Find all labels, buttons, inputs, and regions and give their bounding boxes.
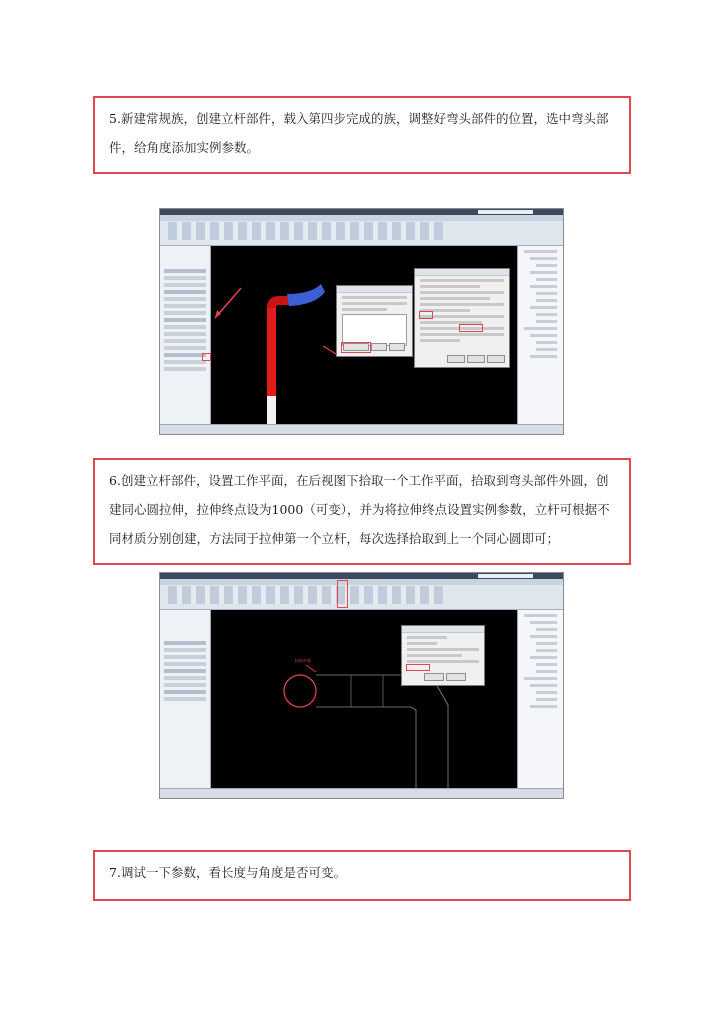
pick-outer-circle-label: 拾取外圆 <box>295 658 311 663</box>
properties-panel <box>160 246 211 425</box>
revit-screenshot-2 <box>159 572 564 799</box>
properties-panel-2 <box>160 610 211 789</box>
arrow-to-dialog <box>323 346 336 354</box>
project-browser-2 <box>517 610 563 789</box>
step-6-number: 6. <box>109 473 121 488</box>
step-5-text: 新建常规族，创建立杆部件，载入第四步完成的族，调整好弯头部件的位置，选中弯头部件，给角度添加实例参数。 <box>109 111 609 155</box>
post-white-base <box>267 396 276 427</box>
step-6-box <box>93 458 631 565</box>
step-7-box <box>93 850 631 901</box>
elbow-red <box>267 296 289 308</box>
work-plane-dialog <box>401 625 485 686</box>
step-5-number: 5. <box>109 111 121 126</box>
post-red <box>267 308 276 396</box>
project-browser <box>517 246 563 425</box>
status-bar <box>160 424 563 434</box>
elbow-outline <box>316 675 448 791</box>
elbow-blue <box>287 284 325 306</box>
revit-ribbon-2 <box>160 573 563 610</box>
step-7-number: 7. <box>109 865 121 880</box>
step-6-text: 创建立杆部件，设置工作平面，在后视图下拾取一个工作平面，拾取到弯头部件外圆，创建同心圆拉伸，拉伸终点设为1000（可变），并为将拉伸终点设置实例参数，立杆可根据不同材质分别创建，方法同于拉伸第一个立杆，每次选择拾取到上一个同心圆即可； <box>109 473 610 546</box>
parameter-properties-dialog <box>414 268 510 368</box>
revit-screenshot-1 <box>159 208 564 435</box>
picked-circle <box>284 675 316 707</box>
status-bar-2 <box>160 788 563 798</box>
family-types-dialog <box>336 285 413 357</box>
step-7-text: 调试一下参数，看长度与角度是否可变。 <box>120 865 346 880</box>
step-5-box <box>93 96 631 174</box>
revit-ribbon <box>160 209 563 246</box>
